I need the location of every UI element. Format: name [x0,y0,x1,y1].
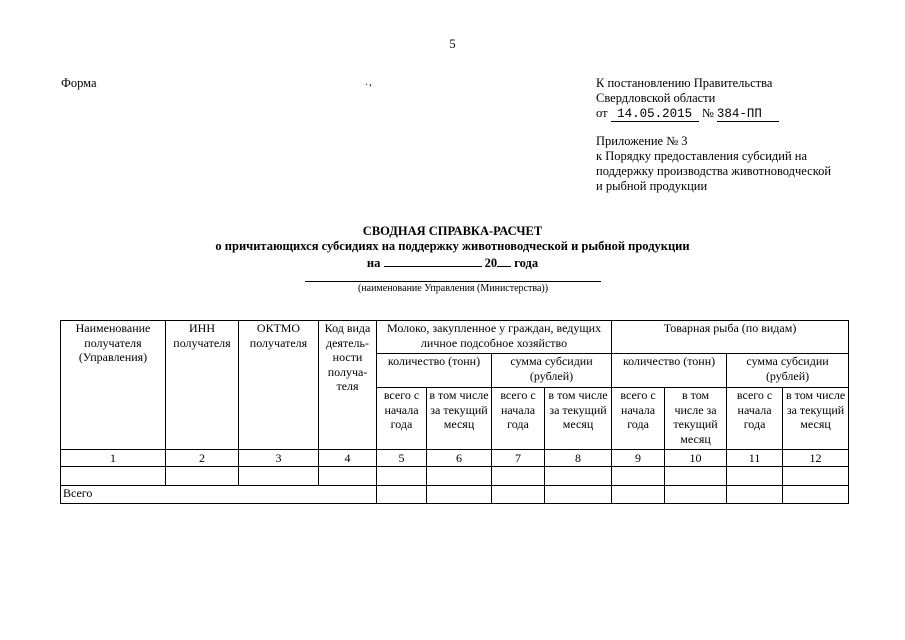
table-cell[interactable] [727,467,783,486]
table-cell[interactable] [545,486,612,504]
column-number: 8 [545,450,612,467]
table-cell[interactable] [427,467,492,486]
table-cell[interactable] [61,467,166,486]
decree-line-1: К постановлению Правительства [596,76,773,90]
table-cell[interactable] [665,467,727,486]
appendix-line-2: к Порядку предоставления субсидий на [596,149,808,163]
title-line-1: СВОДНАЯ СПРАВКА-РАСЧЕТ [362,224,543,238]
appendix-line-4: и рыбной продукции [596,179,708,193]
organization-caption: (наименование Управления (Министерства)) [357,283,549,294]
header-milk-subsidy: сумма субсидии (рублей) [492,354,612,388]
table-cell[interactable] [492,467,545,486]
appendix-note [596,134,856,194]
title-year-blank [497,254,511,267]
header-leaf-month: в том числе за текущий месяц [665,388,727,450]
header-oktmo: ОКТМО получателя [239,321,319,450]
header-leaf-month: в том числе за текущий месяц [545,388,612,450]
title-line-2: о причитающихся субсидиях на поддержку животноводческой и рыбной продукции [215,239,690,253]
header-inn: ИНН получателя [166,321,239,450]
decree-date: 14.05.2015 [611,108,699,122]
table-cell[interactable] [427,486,492,504]
table-cell[interactable] [319,467,377,486]
header-group-milk: Молоко, закупленное у граждан, ведущих личное подсобное хозяйство [377,321,612,354]
column-number: 12 [783,450,849,467]
header-leaf-total: всего с начала года [492,388,545,450]
table-cell[interactable] [783,486,849,504]
table-row [61,467,849,486]
subsidy-table [60,320,849,504]
decree-from-label: от [596,106,608,120]
column-number: 7 [492,450,545,467]
table-cell[interactable] [783,467,849,486]
column-number: 4 [319,450,377,467]
table-cell[interactable] [545,467,612,486]
header-activity-code: Код вида деятель-ности получа-теля [319,321,377,450]
column-number: 3 [239,450,319,467]
column-number: 2 [166,450,239,467]
header-leaf-total: всего с начала года [727,388,783,450]
table-cell[interactable] [377,467,427,486]
header-fish-quantity: количество (тонн) [612,354,727,388]
page-number: 5 [449,37,456,51]
column-number: 5 [377,450,427,467]
header-recipient: Наименование получателя (Управления) [61,321,166,450]
total-label: Всего [61,486,377,504]
title-date-line [0,254,905,271]
header-leaf-total: всего с начала года [612,388,665,450]
table-cell[interactable] [612,486,665,504]
decree-date-line [596,106,779,122]
title-date-blank [384,254,482,267]
appendix-line-1: Приложение № 3 [596,134,688,148]
header-fish-subsidy: сумма субсидии (рублей) [727,354,849,388]
scan-mark: ., [365,74,373,88]
table-cell[interactable] [727,486,783,504]
decree-line-2: Свердловской области [596,91,716,105]
table-cell[interactable] [166,467,239,486]
document-title [0,224,905,271]
column-number: 11 [727,450,783,467]
appendix-line-3: поддержку производства животноводческой [596,164,832,178]
column-number: 9 [612,450,665,467]
title-date-prefix: на [366,256,381,270]
header-leaf-month: в том числе за текущий месяц [783,388,849,450]
header-leaf-month: в том числе за текущий месяц [427,388,492,450]
header-leaf-total: всего с начала года [377,388,427,450]
table-cell[interactable] [377,486,427,504]
column-number: 1 [61,450,166,467]
decree-number-label: № [701,106,714,120]
organization-line [305,281,601,282]
decree-reference [596,76,779,122]
decree-number: 384-ПП [717,108,779,122]
header-milk-quantity: количество (тонн) [377,354,492,388]
title-year-prefix: 20 [484,256,498,270]
column-number: 6 [427,450,492,467]
table-cell[interactable] [239,467,319,486]
column-number: 10 [665,450,727,467]
total-row [61,486,849,504]
table-cell[interactable] [665,486,727,504]
header-group-fish: Товарная рыба (по видам) [612,321,849,354]
table-cell[interactable] [612,467,665,486]
table-cell[interactable] [492,486,545,504]
form-label: Форма [61,76,97,90]
title-year-suffix: года [514,256,539,270]
